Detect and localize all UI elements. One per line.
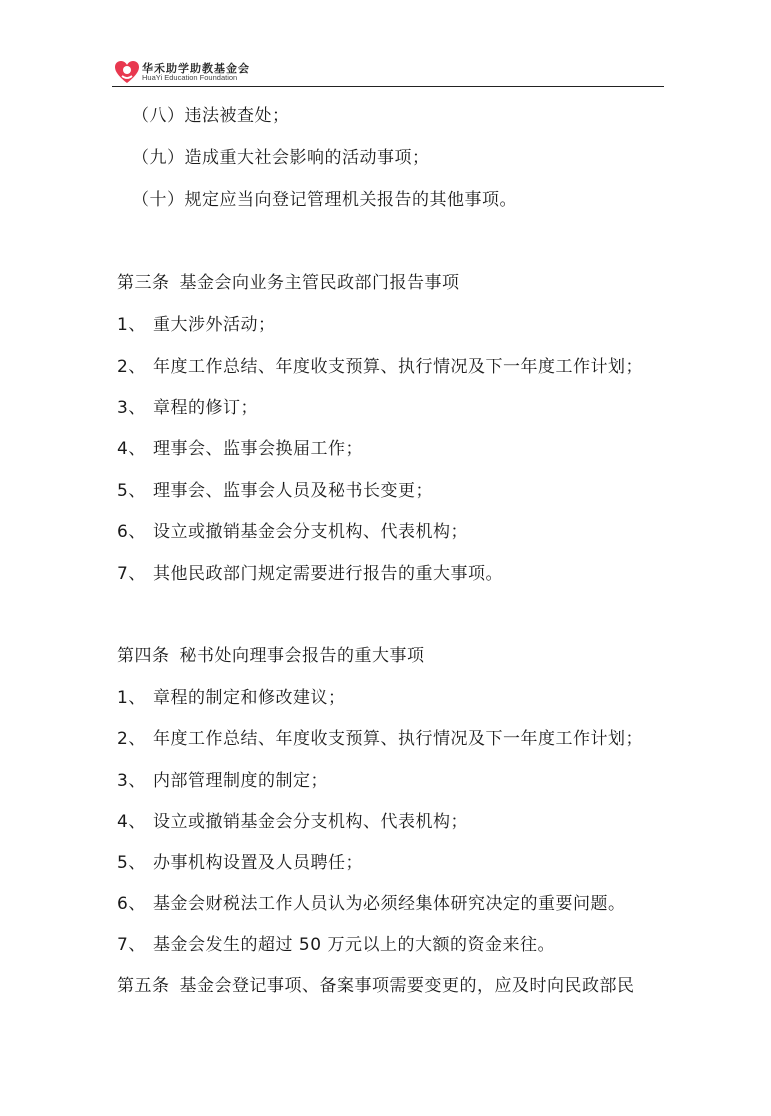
section5-paragraph [117, 976, 635, 996]
foundation-logo-icon [114, 59, 140, 85]
page-header [112, 58, 664, 86]
logo-chinese-name: 华禾助学助教基金会 [142, 62, 250, 75]
list-item: 7、 其他民政部门规定需要进行报告的重大事项。 [117, 564, 503, 584]
section3-label: 第三条 [117, 273, 170, 293]
item-ten: （十）规定应当向登记管理机关报告的其他事项。 [132, 190, 517, 210]
section5-text: 基金会登记事项、备案事项需要变更的，应及时向民政部民 [179, 976, 635, 996]
list-item: 6、 基金会财税法工作人员认为必须经集体研究决定的重要问题。 [117, 894, 626, 914]
logo-english-name: HuaYi Education Foundation [142, 73, 238, 82]
list-item: 2、 年度工作总结、年度收支预算、执行情况及下一年度工作计划； [117, 729, 643, 749]
list-item: 3、 章程的修订； [117, 398, 258, 418]
list-item: 5、 办事机构设置及人员聘任； [117, 853, 363, 873]
section4-heading [117, 646, 425, 666]
section4-label: 第四条 [117, 646, 170, 666]
list-item: 2、 年度工作总结、年度收支预算、执行情况及下一年度工作计划； [117, 357, 643, 377]
list-item: 3、 内部管理制度的制定； [117, 771, 328, 791]
list-item: 4、 设立或撤销基金会分支机构、代表机构； [117, 812, 468, 832]
section3-title: 基金会向业务主管民政部门报告事项 [179, 273, 460, 293]
list-item: 4、 理事会、监事会换届工作； [117, 439, 363, 459]
item-nine: （九）造成重大社会影响的活动事项； [132, 148, 430, 168]
list-item: 6、 设立或撤销基金会分支机构、代表机构； [117, 522, 468, 542]
section4-title: 秘书处向理事会报告的重大事项 [179, 646, 425, 666]
list-item: 5、 理事会、监事会人员及秘书长变更； [117, 481, 433, 501]
list-item: 1、 章程的制定和修改建议； [117, 688, 346, 708]
section3-heading [117, 273, 460, 293]
list-item: 7、 基金会发生的超过 50 万元以上的大额的资金来往。 [117, 935, 555, 955]
header-divider [112, 86, 664, 87]
item-eight: （八）违法被查处； [132, 106, 290, 126]
section5-label: 第五条 [117, 976, 170, 996]
list-item: 1、 重大涉外活动； [117, 315, 276, 335]
